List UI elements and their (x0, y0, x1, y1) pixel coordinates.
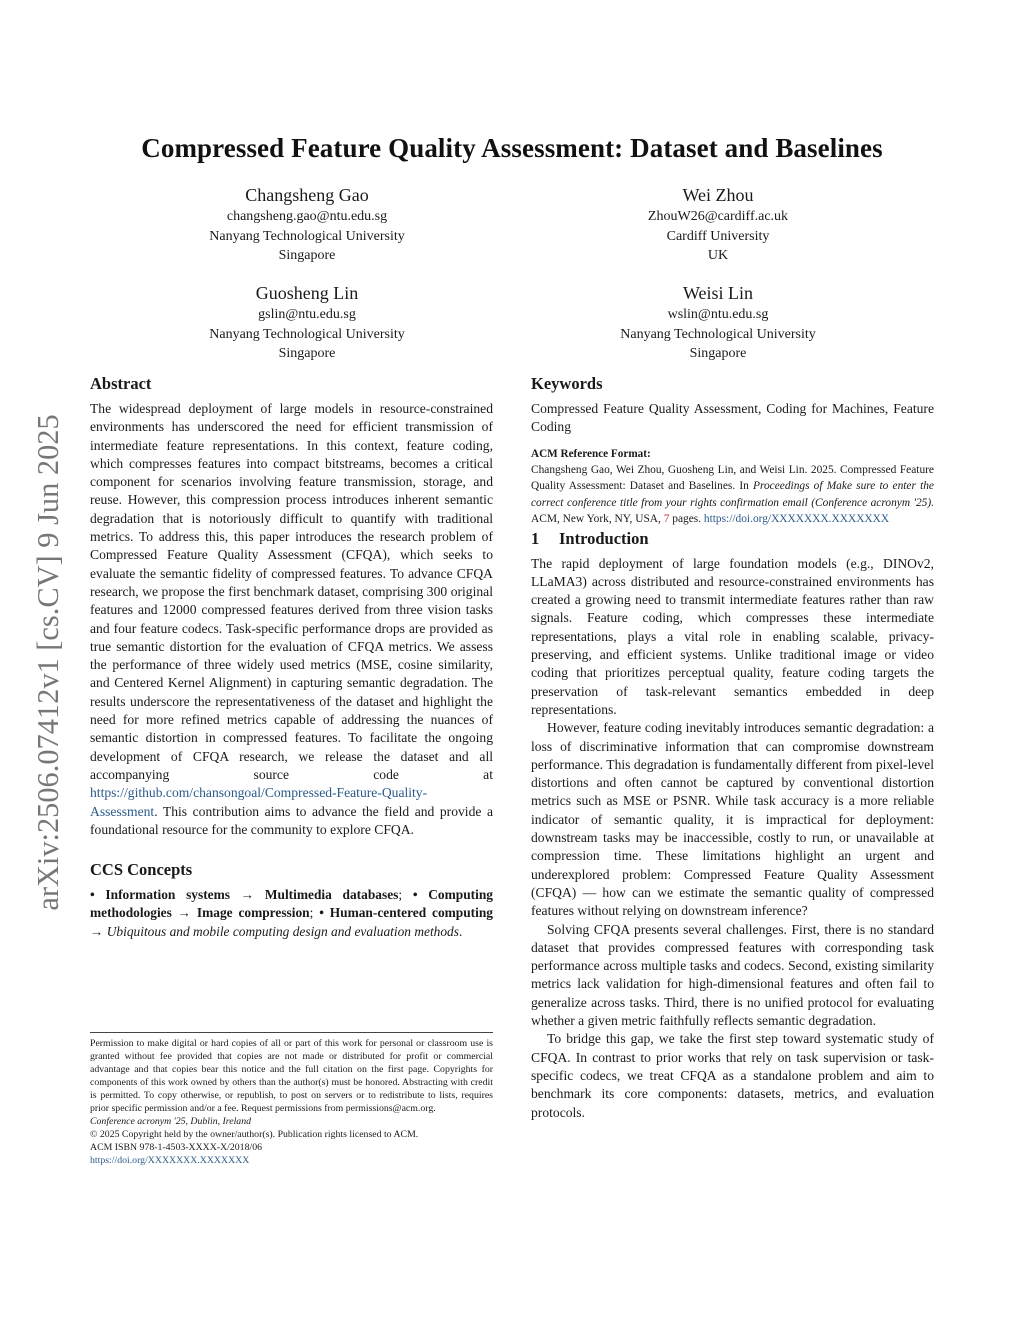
arxiv-identifier-stamp (28, 380, 68, 945)
right-column (531, 373, 934, 1122)
intro-paragraph-1: The rapid deployment of large foundation models (e.g., DINOv2, LLaMA3) across distributed and resource-constrained environments has created a growing need to transmit intermediate features rather than raw signals. Feature coding, which compresses these intermediate representations, plays a vital role in enabling scalable, privacy-preserving, and efficient systems. Unlike traditional image or video coding that prioritizes perceptual quality, feature coding targets the preservation of task-relevant semantics embedded in deep representations. (531, 555, 934, 717)
abstract-text-1: The widespread deployment of large models in resource-constrained environments has underscored the need for efficient transmission of intermediate feature representations. In this context, feature coding, which compresses features into compact bitstreams, becomes a critical component for scenarios involving feature transmission, storage, and reuse. However, this compression process introduces inherent semantic degradation that is notoriously difficult to quantify with traditional metrics. To address this, this paper introduces the research problem of Compressed Feature Quality Assessment (CFQA), which seeks to evaluate the semantic fidelity of compressed features. To advance CFQA research, we propose the first benchmark dataset, comprising 300 original features and 12000 compressed features derived from three vision tasks and four feature codecs. Task-specific performance drops are provided as true semantic distortion for the evaluation of CFQA metrics. We assess the performance of three widely used metrics (MSE, cosine similarity, and Centered Kernel Alignment) in capturing semantic degradation. The results underscore the representativeness of the dataset and highlight the need for more refined metrics capable of addressing the nuances of semantic distortion in compressed features. To facilitate the ongoing development of CFQA research, we release the dataset and all accompanying source code at (90, 401, 493, 782)
section-title: Introduction (559, 528, 649, 548)
conference-note: Conference acronym '25, Dublin, Ireland (90, 1116, 251, 1127)
github-link[interactable]: https://github.com/chansongoal/Compressed-Feature-Quality-Assessment (90, 785, 428, 819)
introduction-heading (531, 528, 934, 550)
isbn-note: ACM ISBN 978-1-4503-XXXX-X/2018/06 (90, 1142, 262, 1153)
permission-notice: Permission to make digital or hard copies of all or part of this work for personal or classroom use is granted without fee provided that copies are not made or distributed for profit or commercial advantage and that copies bear this notice and the full citation on the first page. Copyrights for components of this work owned by others than the author(s) must be honored. Abstracting with credit is permitted. To copy otherwise, or republish, to post on servers or to redistribute to lists, requires prior specific permission and/or a fee. Request permissions from permissions@acm.org. (90, 1038, 493, 1114)
author-name: Weisi Lin (682, 283, 754, 303)
intro-paragraph-2: However, feature coding inevitably introduces semantic degradation: a loss of discriminative information that can compromise downstream performance. This degradation is fundamentally different from pixel-level distortions and often cannot be captured by conventional distortion metrics such as MSE or PSNR. While task accuracy is a more reliable indicator of semantic quality, it is impractical for deployment: downstream tasks may be inaccessible, costly to run, or unavailable at compression time. These limitations highlight an urgent and underexplored problem: Compressed Feature Quality Assessment (CFQA) — how can we estimate the semantic quality of compressed features without relying on downstream inference? (531, 720, 934, 919)
acm-doi-link[interactable]: https://doi.org/XXXXXXX.XXXXXXX (703, 513, 890, 526)
section-number: 1 (531, 528, 540, 548)
acm-reference-heading: ACM Reference Format: (531, 447, 651, 460)
author-name: Wei Zhou (682, 185, 754, 205)
ccs-concept-2: • Computing methodologies (90, 887, 493, 921)
left-column (90, 373, 493, 941)
copyright-note: © 2025 Copyright held by the owner/author(s). Publication rights licensed to ACM. (90, 1129, 419, 1140)
author-country: UK (707, 248, 729, 263)
abstract-heading: Abstract (90, 374, 152, 393)
author-block (127, 183, 487, 266)
ccs-concept-1-detail: Multimedia databases (264, 887, 399, 903)
author-block (538, 183, 898, 266)
footnote-doi-link[interactable]: https://doi.org/XXXXXXX.XXXXXXX (90, 1155, 250, 1166)
ccs-concept-1: • Information systems (90, 887, 230, 903)
author-country: Singapore (689, 346, 747, 361)
author-country: Singapore (278, 346, 336, 361)
abstract-text-2: . This contribution aims to advance the field and provide a foundational resource for the community to explore CFQA. (90, 803, 493, 837)
ccs-concept-2-detail: Image compression (196, 905, 310, 921)
ccs-concepts: • Information systems → Multimedia databases; • Computing methodologies → Image compression; • Human-centered computing → Ubiquitous and mobile computing design and evaluation methods. (90, 887, 494, 939)
ccs-section (90, 859, 493, 941)
intro-paragraph-4: To bridge this gap, we take the first step toward systematic study of CFQA. In contrast to prior works that rely on task supervision or task-specific codecs, we treat CFQA as a standalone problem and aim to benchmark its core components: datasets, metrics, and evaluation protocols. (531, 1031, 934, 1120)
author-name: Changsheng Gao (245, 185, 369, 205)
author-affiliation: Nanyang Technological University (209, 228, 405, 244)
author-affiliation: Cardiff University (666, 228, 770, 244)
author-block (127, 281, 487, 364)
pages-count: 7 (663, 513, 670, 526)
copyright-footnote (90, 1032, 493, 1167)
author-affiliation: Nanyang Technological University (209, 326, 405, 342)
author-affiliation: Nanyang Technological University (620, 326, 816, 342)
author-country: Singapore (278, 248, 336, 263)
author-email: changsheng.gao@ntu.edu.sg (226, 209, 388, 224)
author-email: gslin@ntu.edu.sg (258, 307, 356, 322)
paper-title: Compressed Feature Quality Assessment: Dataset and Baselines (141, 133, 883, 163)
author-email: wslin@ntu.edu.sg (667, 307, 769, 322)
author-name: Guosheng Lin (255, 283, 359, 303)
keywords-heading: Keywords (531, 374, 603, 393)
ccs-concept-3: • Human-centered computing (319, 905, 494, 921)
ccs-concept-3-detail: Ubiquitous and mobile computing design and evaluation methods (106, 923, 459, 939)
acm-reference-text: Changsheng Gao, Wei Zhou, Guosheng Lin, and Weisi Lin. 2025. Compressed Feature Quality Assessment: Dataset and Baselines. In Proceedings of Make sure to enter the correct conference title from your rights confirmation email (Conference acronym '25). ACM, New York, NY, USA, 7 pages. https://doi.org/XXXXXXX.XXXXXXX (531, 463, 934, 526)
keywords-text: Compressed Feature Quality Assessment, Coding for Machines, Feature Coding (531, 401, 934, 435)
author-email: ZhouW26@cardiff.ac.uk (647, 209, 789, 224)
intro-paragraph-3: Solving CFQA presents several challenges. First, there is no standard dataset that provides compressed features with corresponding task performance across multiple tasks and codecs. Second, existing similarity metrics lack validation for high-dimensional features and often fail to generalize across tasks. Third, there is no unified protocol for evaluating whether a given metric faithfully reflects semantic degradation. (531, 921, 934, 1029)
abstract-text (90, 400, 493, 839)
arxiv-stamp-text: arXiv:2506.07412v1 [cs.CV] 9 Jun 2025 (31, 414, 65, 911)
author-block (538, 281, 898, 364)
ccs-heading: CCS Concepts (90, 860, 193, 880)
